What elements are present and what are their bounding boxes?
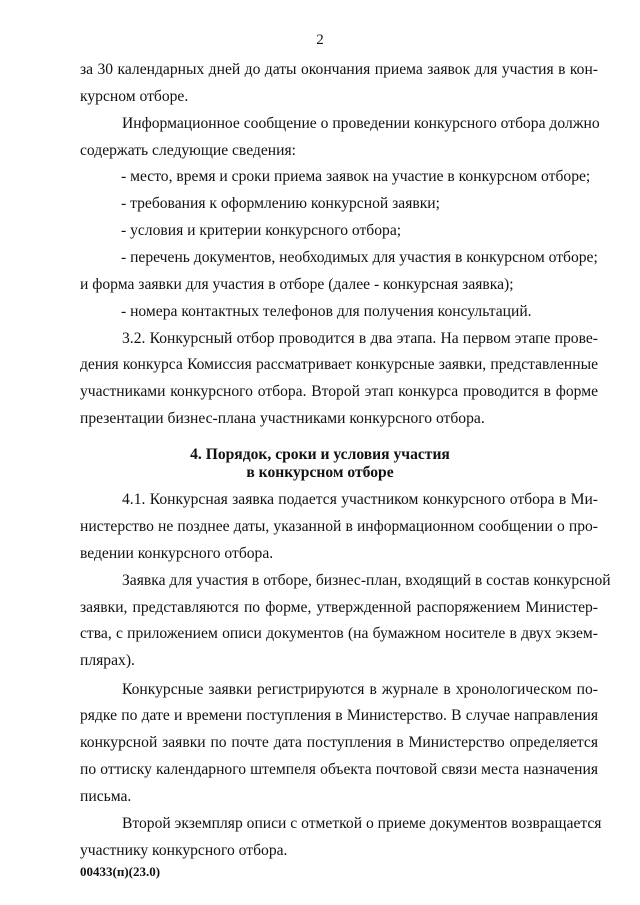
- text-line: ведении конкурсного отбора.: [80, 545, 274, 562]
- text-line: ства, с приложением описи документов (на бумажном носителе в двух экзем-: [80, 625, 598, 642]
- text-line: конкурсной заявки по почте дата поступления в Министерство определяется: [80, 734, 598, 751]
- text-line: курсном отборе.: [80, 88, 189, 105]
- text-line: рядке по дате и времени поступления в Министерство. В случае направления: [80, 707, 598, 724]
- page-number: 2: [316, 32, 324, 48]
- list-item: - условия и критерии конкурсного отбора;: [121, 222, 402, 239]
- text-line: и форма заявки для участия в отборе (далее - конкурсная заявка);: [80, 276, 514, 293]
- section-heading-line2: в конкурсном отборе: [246, 464, 394, 481]
- text-line: участниками конкурсного отбора. Второй этап конкурса проводится в форме: [80, 383, 598, 400]
- text-line: нистерство не позднее даты, указанной в информационном сообщении о про-: [80, 518, 598, 535]
- text-line: содержать следующие сведения:: [80, 142, 296, 159]
- text-line: за 30 календарных дней до даты окончания приема заявок для участия в кон-: [80, 61, 598, 78]
- text-line: Информационное сообщение о проведении конкурсного отбора должно: [122, 115, 600, 132]
- text-line: Заявка для участия в отборе, бизнес-план, входящий в состав конкурсной: [122, 572, 611, 589]
- text-line: Конкурсные заявки регистрируются в журнале в хронологическом по-: [122, 681, 598, 698]
- text-line: плярах).: [80, 652, 135, 669]
- list-item: - место, время и сроки приема заявок на участие в конкурсном отборе;: [121, 168, 591, 185]
- list-item: - перечень документов, необходимых для участия в конкурсном отборе;: [121, 249, 598, 266]
- text-line: 3.2. Конкурсный отбор проводится в два этапа. На первом этапе прове-: [122, 330, 598, 347]
- text-line: письма.: [80, 788, 132, 805]
- text-line: презентации бизнес-плана участниками конкурсного отбора.: [80, 410, 485, 427]
- list-item: - номера контактных телефонов для получения консультаций.: [121, 303, 532, 320]
- text-line: заявки, представляются по форме, утвержденной распоряжением Министер-: [80, 599, 598, 616]
- text-line: дения конкурса Комиссия рассматривает конкурсные заявки, представленные: [80, 356, 598, 373]
- text-line: участнику конкурсного отбора.: [80, 842, 288, 859]
- document-code: 00433(п)(23.0): [80, 864, 161, 879]
- text-line: по оттиску календарного штемпеля объекта почтовой связи места назначения: [80, 761, 598, 778]
- text-line: Второй экземпляр описи с отметкой о приеме документов возвращается: [122, 815, 602, 832]
- list-item: - требования к оформлению конкурсной заявки;: [121, 195, 440, 212]
- section-heading: 4. Порядок, сроки и условия участия: [190, 446, 450, 463]
- text-line: 4.1. Конкурсная заявка подается участником конкурсного отбора в Ми-: [122, 491, 598, 508]
